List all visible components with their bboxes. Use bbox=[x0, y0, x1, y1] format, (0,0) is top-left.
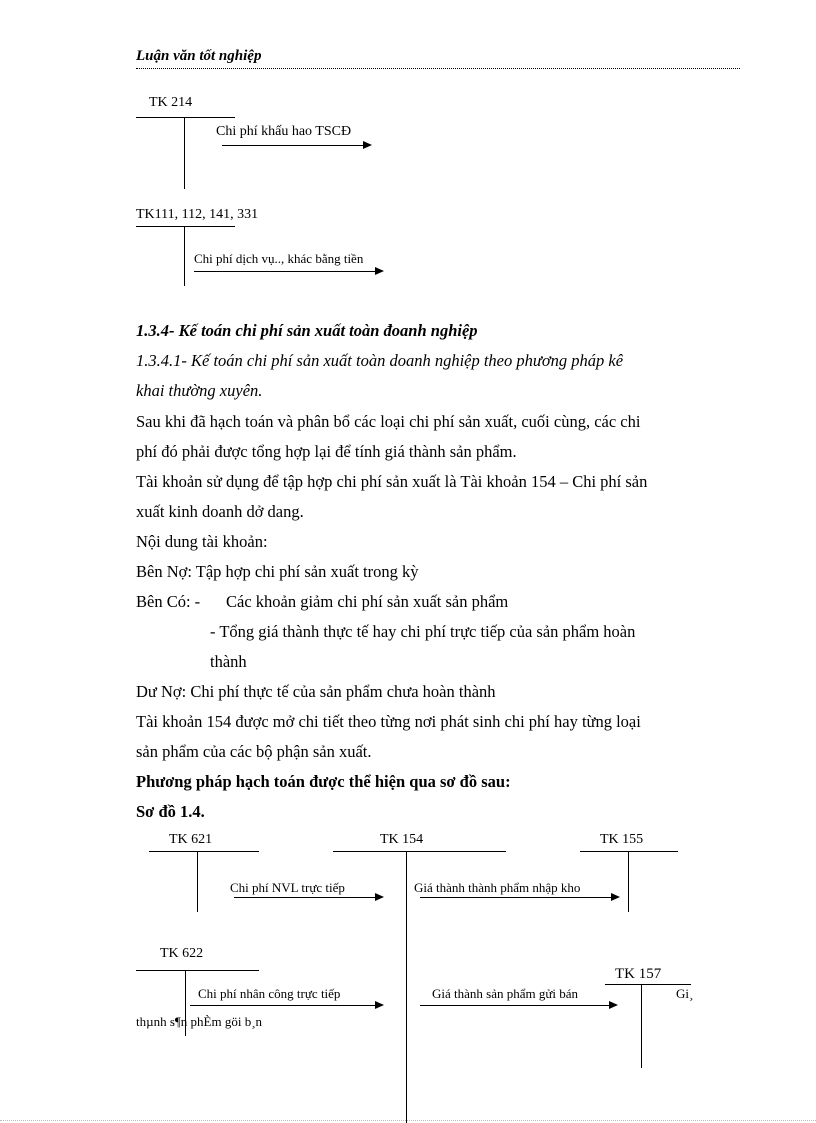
account-hline bbox=[136, 226, 235, 227]
tk155-label: TK 155 bbox=[600, 832, 644, 847]
paragraph-line: Dư Nợ: Chi phí thực tế của sản phẩm chưa hoàn thành bbox=[136, 682, 496, 701]
paragraph-line: Sau khi đã hạch toán và phân bổ các loại chi phí sản xuất, cuối cùng, các chi bbox=[136, 412, 641, 431]
paragraph-line: Nội dung tài khoản: bbox=[136, 532, 268, 551]
paragraph-line: Tài khoản sử dụng để tập hợp chi phí sản xuất là Tài khoản 154 – Chi phí sản bbox=[136, 472, 648, 491]
paragraph-line: thành bbox=[210, 652, 247, 671]
tk154-hline bbox=[333, 851, 506, 852]
entry-label: Chi phí khấu hao TSCĐ bbox=[216, 124, 352, 139]
tk622-label: TK 622 bbox=[160, 946, 204, 961]
tk621-vline bbox=[197, 851, 198, 912]
tk621-label: TK 621 bbox=[169, 832, 213, 847]
page-header-title: Luận văn tốt nghiệp bbox=[136, 48, 262, 64]
tk154-vline bbox=[406, 851, 407, 1123]
tk157-label: TK 157 bbox=[615, 966, 662, 982]
entry-label-garbled: thµnh s¶n phÈm göi b¸n bbox=[136, 1014, 263, 1029]
subheading-line1: 1.3.4.1- Kế toán chi phí sản xuất toàn doanh nghiệp theo phương pháp kê bbox=[136, 351, 624, 370]
paragraph-line: - Tổng giá thành thực tế hay chi phí trực tiếp của sản phẩm hoàn bbox=[210, 622, 636, 641]
diagram-caption: Sơ đồ 1.4. bbox=[136, 802, 205, 821]
account-label: TK111, 112, 141, 331 bbox=[136, 207, 259, 222]
account-label: TK 214 bbox=[149, 95, 193, 110]
paragraph-line-bold: Phương pháp hạch toán được thể hiện qua sơ đồ sau: bbox=[136, 772, 511, 791]
tk157-hline bbox=[605, 984, 691, 985]
paragraph-line: sản phẩm của các bộ phận sản xuất. bbox=[136, 742, 372, 761]
account-vline bbox=[184, 226, 185, 286]
section-heading: 1.3.4- Kế toán chi phí sản xuất toàn đoanh nghiệp bbox=[136, 321, 478, 340]
subheading-line2: khai thường xuyên. bbox=[136, 381, 263, 400]
tk622-hline bbox=[136, 970, 259, 971]
entry-label-nhancong: Chi phí nhân công trực tiếp bbox=[198, 986, 341, 1001]
entry-arrow-nhancong bbox=[190, 1005, 382, 1006]
paragraph-line: Bên Nợ: Tập hợp chi phí sản xuất trong kỳ bbox=[136, 562, 419, 581]
entry-label-overflow: Gi¸ bbox=[676, 986, 694, 1001]
entry-arrow-guiban bbox=[420, 1005, 616, 1006]
paragraph-line: phí đó phải được tổng hợp lại để tính giá thành sản phẩm. bbox=[136, 442, 517, 461]
entry-label-nvl: Chi phí NVL trực tiếp bbox=[230, 880, 345, 895]
paragraph-line: Các khoản giảm chi phí sản xuất sản phẩm bbox=[226, 592, 509, 611]
tk157-vline bbox=[641, 984, 642, 1068]
tk154-label: TK 154 bbox=[380, 832, 424, 847]
paragraph-line: xuất kinh doanh dở dang. bbox=[136, 502, 304, 521]
entry-arrow bbox=[222, 145, 370, 146]
entry-arrow bbox=[194, 271, 382, 272]
account-hline bbox=[136, 117, 235, 118]
header-rule bbox=[136, 68, 740, 69]
paragraph-line: Tài khoản 154 được mở chi tiết theo từng nơi phát sinh chi phí hay từng loại bbox=[136, 712, 641, 731]
entry-label-nhapkho: Giá thành thành phẩm nhập kho bbox=[414, 880, 581, 895]
tk155-vline bbox=[628, 851, 629, 912]
entry-arrow-nhapkho bbox=[420, 897, 618, 898]
account-vline bbox=[184, 117, 185, 189]
entry-arrow-nvl bbox=[234, 897, 382, 898]
paragraph-line-label: Bên Có: - bbox=[136, 592, 201, 611]
entry-label: Chi phí dịch vụ.., khác bằng tiền bbox=[194, 251, 364, 266]
page-bottom-rule bbox=[0, 1120, 816, 1121]
tk621-hline bbox=[149, 851, 259, 852]
tk155-hline bbox=[580, 851, 678, 852]
entry-label-guiban: Giá thành sản phẩm gửi bán bbox=[432, 986, 579, 1001]
